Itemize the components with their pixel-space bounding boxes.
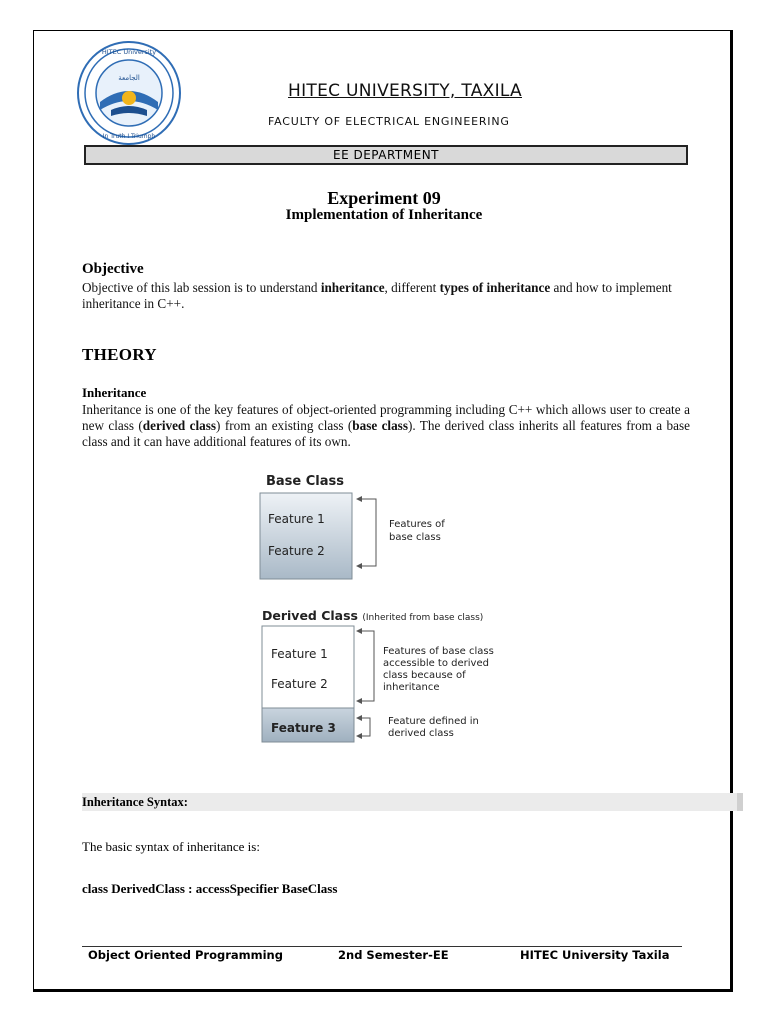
svg-text:الجامعة: الجامعة — [118, 74, 140, 82]
derived-feature-1: Feature 1 — [271, 647, 328, 661]
derived-class-subtitle: (Inherited from base class) — [362, 613, 484, 623]
derived-arrow-top — [356, 628, 362, 634]
syntax-heading: Inheritance Syntax: — [82, 795, 188, 809]
feature3-note-line-1: Feature defined in — [388, 716, 479, 727]
base-class-title: Base Class — [266, 474, 345, 489]
university-logo — [76, 40, 182, 146]
footer-semester: 2nd Semester-EE — [338, 948, 449, 962]
base-arrow-bottom — [356, 563, 362, 569]
inheritance-heading: Inheritance — [82, 385, 147, 400]
faculty-name: FACULTY OF ELECTRICAL ENGINEERING — [268, 115, 510, 128]
syntax-heading-bar — [82, 793, 743, 811]
feature3-arrow-bottom — [356, 733, 362, 739]
derived-class-box-upper — [262, 626, 354, 708]
objective-heading: Objective — [82, 261, 144, 277]
syntax-intro: The basic syntax of inheritance is: — [82, 839, 260, 854]
objective-text: Objective of this lab session is to understand inheritance, different types of inheritance and how to implement inheritance in C++. — [82, 280, 672, 311]
base-bracket — [362, 499, 376, 566]
footer-course: Object Oriented Programming — [88, 948, 283, 962]
base-feature-2: Feature 2 — [268, 544, 325, 558]
footer-divider — [82, 946, 682, 947]
university-title: HITEC UNIVERSITY, TAXILA — [288, 81, 522, 101]
base-note-line-2: base class — [389, 532, 441, 543]
theory-heading: THEORY — [82, 345, 157, 364]
base-arrow-top — [356, 496, 362, 502]
derived-note-line-2: accessible to derived — [383, 658, 489, 669]
experiment-title: Experiment 09 — [327, 188, 441, 208]
syntax-code: class DerivedClass : accessSpecifier BaseClass — [82, 881, 338, 896]
derived-note-line-1: Features of base class — [383, 646, 494, 657]
derived-class-title: Derived Class (Inherited from base class) — [262, 608, 484, 623]
inheritance-text: Inheritance is one of the key features of object-oriented programming including C++ which allows user to create a new class (derived class) from an existing class (base class). The derived class inherits all features from a base class and it can have additional features of its own. — [82, 402, 690, 449]
derived-note-line-3: class because of — [383, 670, 466, 681]
derived-bracket — [362, 631, 374, 701]
derived-arrow-bottom — [356, 698, 362, 704]
footer-institution: HITEC University Taxila — [520, 948, 670, 962]
derived-feature-3: Feature 3 — [271, 721, 336, 735]
derived-feature-2: Feature 2 — [271, 677, 328, 691]
feature3-arrow-top — [356, 715, 362, 721]
derived-note-line-4: inheritance — [383, 682, 440, 693]
department-bar: EE DEPARTMENT — [84, 145, 688, 165]
inheritance-diagram — [258, 468, 518, 748]
base-note-line-1: Features of — [389, 519, 445, 530]
experiment-subtitle: Implementation of Inheritance — [285, 207, 483, 223]
svg-text:In Truth I Triumph: In Truth I Triumph — [102, 133, 156, 140]
base-class-box — [260, 493, 352, 579]
base-feature-1: Feature 1 — [268, 512, 325, 526]
feature3-note-line-2: derived class — [388, 728, 454, 739]
svg-text:HITEC University: HITEC University — [101, 48, 157, 56]
feature3-bracket — [362, 718, 370, 736]
